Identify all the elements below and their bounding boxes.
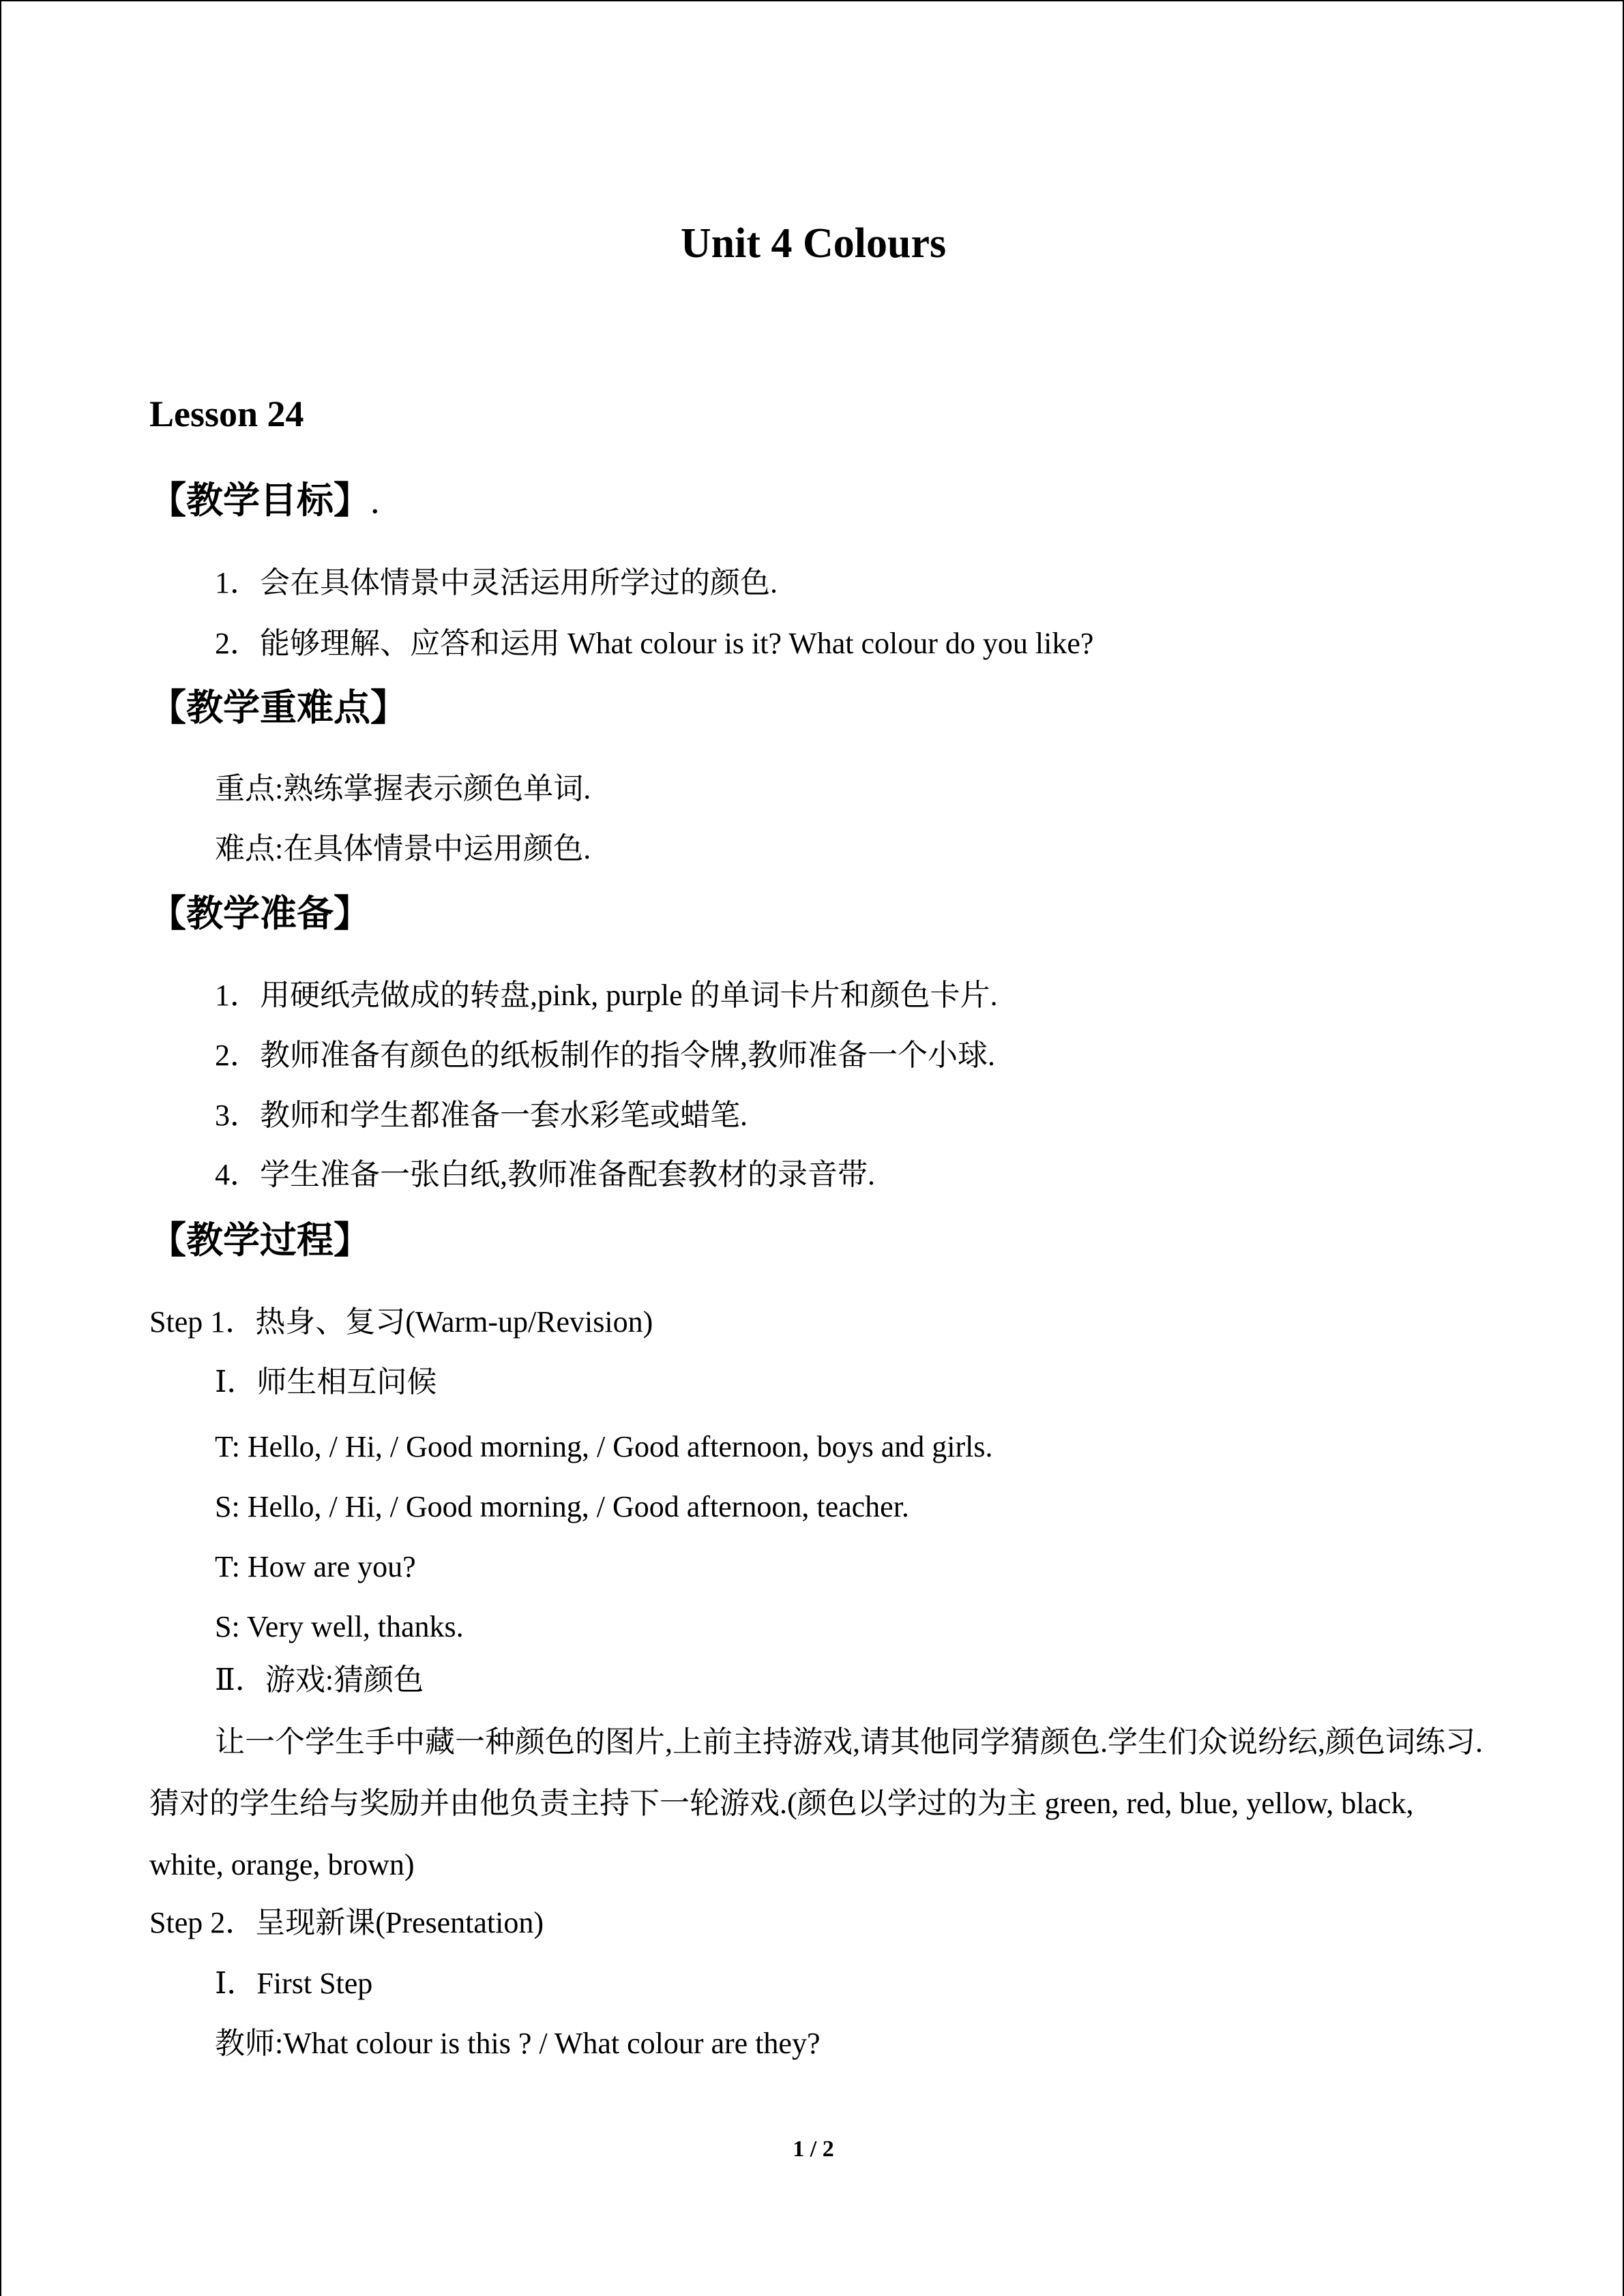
dialogue-line-2: S: Hello, / Hi, / Good morning, / Good afternoon, teacher. (215, 1490, 909, 1523)
step-1-sub-1: Ⅰ．师生相互问候 (215, 1365, 437, 1399)
key-point-item-2: 难点:在具体情景中运用颜色. (215, 832, 591, 865)
teacher-line: 教师:What colour is this ? / What colour are they? (215, 2027, 821, 2060)
preparation-item-2: 2．教师准备有颜色的纸板制作的指令牌,教师准备一个小球. (215, 1039, 995, 1072)
objective-item-1: 1．会在具体情景中灵活运用所学过的颜色. (215, 566, 778, 599)
step-2: Step 2．呈现新课(Presentation) (149, 1906, 544, 1939)
game-paragraph: 让一个学生手中藏一种颜色的图片,上前主持游戏,请其他同学猜颜色.学生们众说纷纭,颜色词练习.猜对的学生给与奖励并由他负责主持下一轮游戏.(颜色以学过的为主 green, red, blue, yellow, black, white, orange, brown) (149, 1725, 1483, 1881)
process-heading: 【教学过程】 (149, 1220, 370, 1261)
preparation-item-1: 1．用硬纸壳做成的转盘,pink, purple 的单词卡片和颜色卡片. (215, 979, 998, 1012)
dialogue-line-3: T: How are you? (215, 1550, 416, 1583)
objectives-heading-text: 【教学目标】 (149, 480, 370, 521)
page-number: 1 / 2 (793, 2136, 834, 2162)
preparation-heading: 【教学准备】 (149, 893, 370, 934)
dialogue-line-4: S: Very well, thanks. (215, 1610, 464, 1643)
objectives-heading (149, 477, 380, 524)
lesson-label: Lesson 24 (149, 393, 304, 434)
preparation-item-3: 3．教师和学生都准备一套水彩笔或蜡笔. (215, 1099, 748, 1132)
preparation-item-4: 4．学生准备一张白纸,教师准备配套教材的录音带. (215, 1158, 875, 1191)
step-1: Step 1．热身、复习(Warm-up/Revision) (149, 1305, 653, 1339)
objective-item-2: 2．能够理解、应答和运用 What colour is it? What colour do you like? (215, 627, 1094, 660)
dialogue-line-1: T: Hello, / Hi, / Good morning, / Good afternoon, boys and girls. (215, 1430, 993, 1463)
key-points-heading: 【教学重难点】 (149, 687, 407, 728)
document-title: Unit 4 Colours (680, 220, 947, 267)
objectives-heading-suffix: . (370, 480, 380, 521)
step-1-sub-2: Ⅱ．游戏:猜颜色 (215, 1663, 424, 1697)
step-2-sub-1: Ⅰ．First Step (215, 1967, 373, 2000)
key-point-item-1: 重点:熟练掌握表示颜色单词. (215, 772, 591, 805)
